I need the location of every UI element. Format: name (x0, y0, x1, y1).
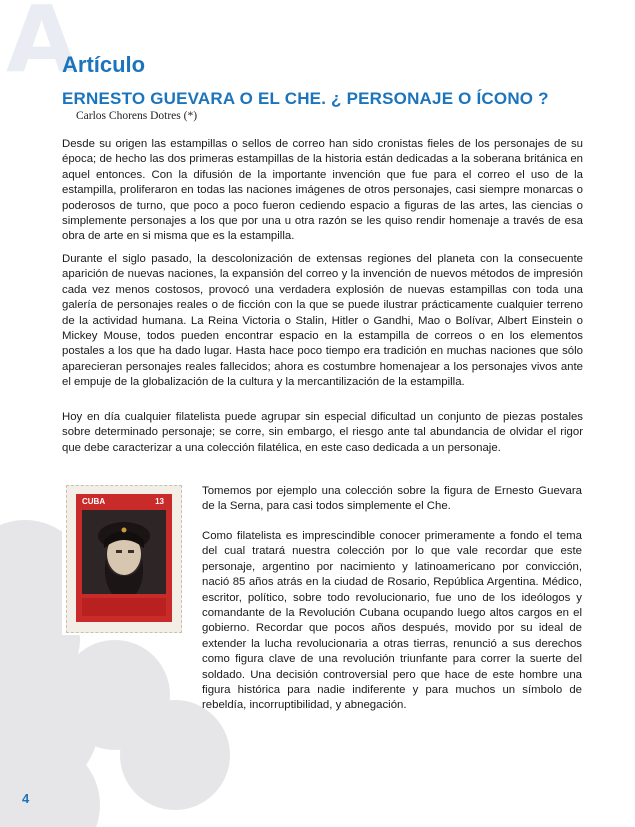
paragraph: Tomemos por ejemplo una colección sobre la figura de Ernesto Guevara de la Serna, para casi todos simplemente el Che. (202, 485, 582, 513)
stamp-face (76, 494, 172, 622)
stamp-caption-band (82, 598, 166, 616)
stamp-country: CUBA (82, 497, 106, 506)
watermark-letter: A (6, 0, 78, 93)
paragraph: Durante el siglo pasado, la descolonización de extensas regiones del planeta con la consecuente aparición de nuevas naciones, la expansión del correo y la invención de nuevos métodos de impresión cada vez menos costosos, provocó una verdadera explosión de nuevas estampillas con toda una galería de personajes reales o de ficción con la que se puede ilustrar prácticamente cualquier terreno de la actividad humana. La Reina Victoria o Stalin, Hitler o Gandhi, Mao o Bolívar, Albert Einstein o Mickey Mouse, todos pueden encontrar espacio en la estampilla de correos o en los elementos postales a los que ha dado lugar. Hasta hace poco tiempo era tradición en muchas naciones que sólo aparecieran personajes reales fallecidos; ahora es costumbre homenajear a los personajes vivos ante el empuje de la globalización de la cultura y la mercantilización de la estampilla. (62, 253, 583, 389)
stamp-value: 13 (155, 497, 164, 506)
page-number: 4 (22, 791, 30, 806)
paragraph: Hoy en día cualquier filatelista puede agrupar sin especial dificultad un conjunto de piezas postales sobre determinado personaje; se corre, sin embargo, el riesgo ante tal abundancia de olvidar el rigor que debe caracterizar a una colección filatélica, en este caso dedicada a un personaje. (62, 411, 583, 454)
article-author: Carlos Chorens Dotres (*) (76, 110, 198, 122)
paragraph: Desde su origen las estampillas o sellos de correo han sido cronistas fieles de los personajes de su época; de hecho las dos primeras estampillas de la historia están dedicadas a la soberana británica en aquel entonces. Con la difusión de la importante invención que fue para el correo el uso de la estampilla, proliferaron en todas las naciones imágenes de otros personajes, casi siempre monarcas o poderosos de turno, que poco a poco fueron cediendo espacio a figuras de las artes, las ciencias o simplemente personajes a los que por una u otra razón se les quiso rendir homenaje a través de esa obra de arte en si misma que es la estampilla. (62, 138, 583, 243)
portrait-illustration (82, 510, 166, 594)
article-title: ERNESTO GUEVARA O EL CHE. ¿ PERSONAJE O ÍCONO ? (62, 89, 549, 108)
stamp-border (66, 485, 182, 633)
section-label: Artículo (62, 52, 146, 77)
decorative-circle (120, 700, 230, 810)
stamp-portrait (82, 510, 166, 594)
paragraph: Como filatelista es imprescindible conocer primeramente a fondo el tema del cual tratará nuestra colección por lo que vale recordar que este personaje, argentino por nacimiento y latinoamericano por convicción, nació 85 años atrás en la ciudad de Rosario, República Argentina. Médico, escritor, político, sobre todo revolucionario, fue uno de los ideólogos y comandante de la Revolución Cubana ocupando luego altos cargos en el gobierno. Recordar que pocos años después, movido por su ideal de extender la lucha revolucionaria a otras tierras, renunció a sus derechos como figura clave de una revolución triunfante para correr la suerte del soldado. Una decisión controversial pero que hace de este hombre una figura histórica para nadie indiferente y para muchos un símbolo de rebeldía, incorruptibilidad, y abnegación. (202, 530, 582, 712)
stamp-image (62, 481, 184, 635)
